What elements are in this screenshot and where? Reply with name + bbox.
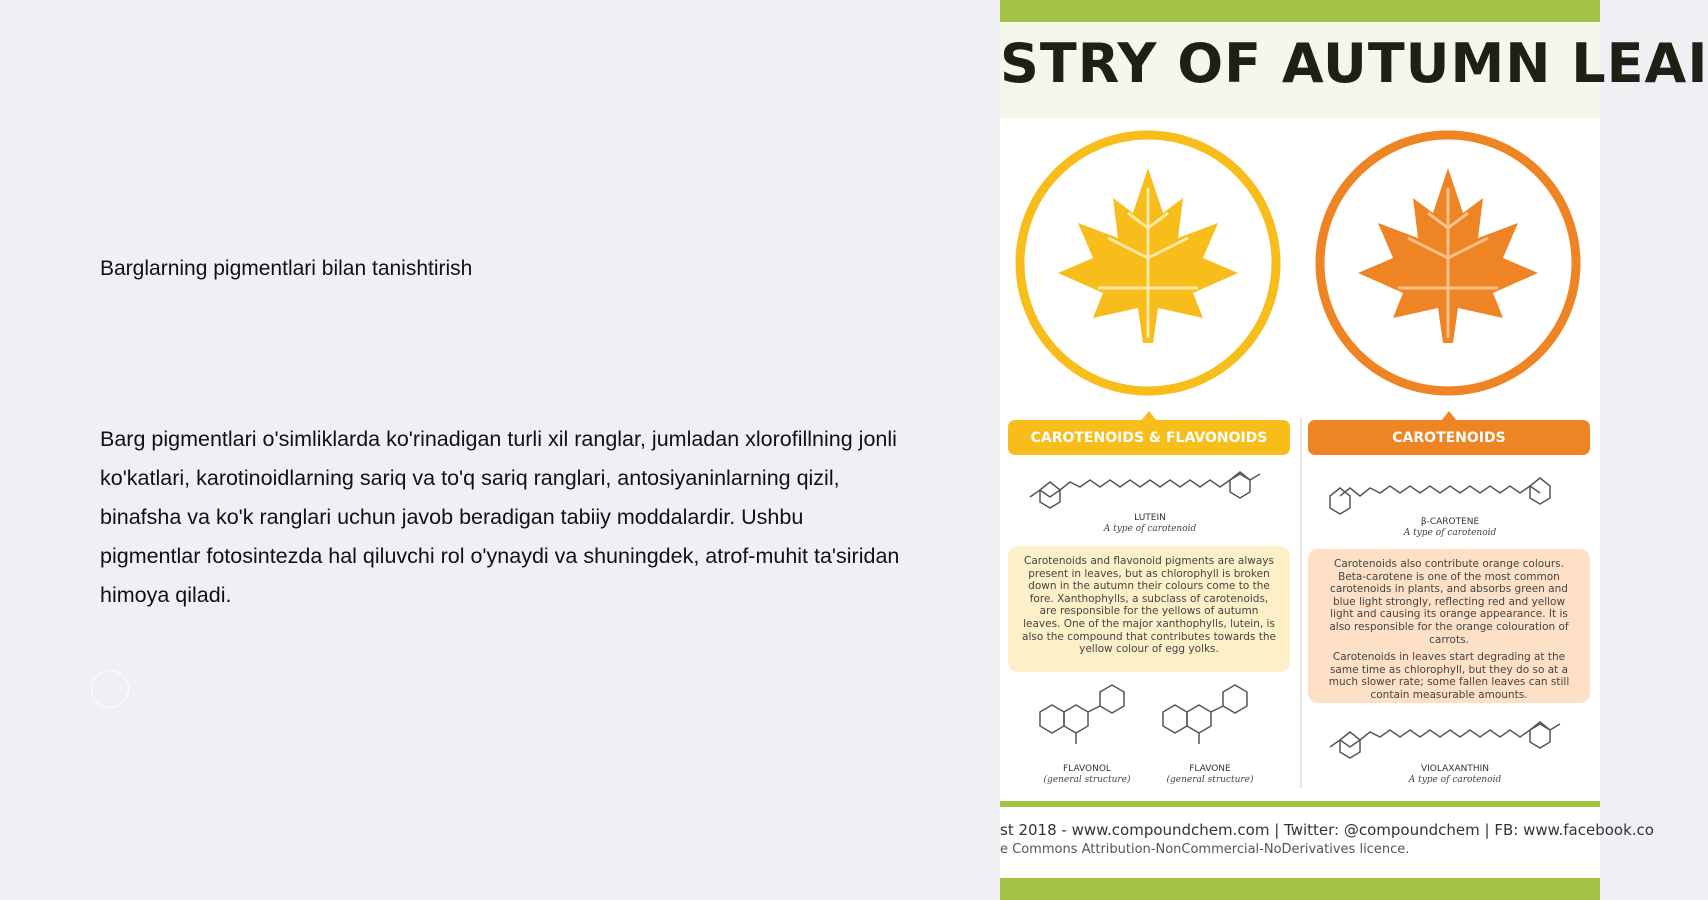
carotenoids-flavonoids-text: Carotenoids and flavonoid pigments are always present in leaves, but as chlorophyll is broken down in the autumn their colours come to the fore. Xanthophylls, a subclass of carotenoids, are responsible for the yellows of autumn leaves. One of the major xanthophylls, lutein, is also the compound that contributes towards the yellow colour of egg yolks. [1008, 546, 1290, 672]
beta-carotene-note: A type of carotenoid [1403, 528, 1497, 538]
violaxanthin-note: A type of carotenoid [1408, 775, 1502, 785]
slide-subtitle: Barglarning pigmentlari bilan tanishtirish [100, 257, 473, 280]
beta-carotene-label: β-CAROTENE [1420, 517, 1480, 527]
label-text: CAROTENOIDS & FLAVONOIDS [1030, 429, 1268, 446]
flavonol-structure-icon [1035, 682, 1140, 762]
infographic-image [1000, 0, 1708, 900]
infographic-title: STRY OF AUTUMN LEAI [1000, 32, 1708, 95]
footer-credit-line: st 2018 - www.compoundchem.com | Twitter: @compoundchem | FB: www.facebook.co [1000, 821, 1654, 839]
carotenoids-text-box [1308, 549, 1590, 703]
flavonol-note: (general structure) [1043, 775, 1131, 785]
violaxanthin-structure-icon [1325, 712, 1575, 762]
slide-body-text: Barg pigmentlari o'simliklarda ko'rinadigan turli xil ranglar, jumladan xlorofillning jonli ko'katlari, karotinoidlarning sariq va to'q sariq ranglari, antosiyaninlarning qizil, binafsha va ko'k ranglari uchun javob beradigan tabiiy moddalardir. Ushbu pigmentlar fotosintezda hal qiluvchi rol o'ynaydi va shuningdek, atrof-muhit ta'siridan himoya qiladi. [100, 427, 900, 607]
orange-leaf-icon [1313, 128, 1583, 398]
flavone-structure-icon [1158, 682, 1263, 762]
flavone-label: FLAVONE [1189, 764, 1231, 774]
carotenoids-text-1: Carotenoids also contribute orange colours. Beta-carotene is one of the most common carotenoids in plants, and absorbs green and blue light strongly, reflecting red and yellow light and causing its orange appearance. It is also responsible for the orange colouration of carrots. [1329, 558, 1569, 646]
carotenoids-text-2: Carotenoids in leaves start degrading at the same time as chlorophyll, but they do so at a much slower rate; some fallen leaves can still contain measurable amounts. [1328, 651, 1570, 701]
label-carotenoids [1308, 420, 1590, 455]
lutein-note: A type of carotenoid [1103, 524, 1197, 534]
bottom-green-bar [1000, 878, 1600, 900]
lutein-label: LUTEIN [1134, 513, 1166, 523]
footer-green-line [1000, 801, 1600, 807]
lutein-structure-icon [1025, 462, 1275, 512]
flavone-note: (general structure) [1166, 775, 1254, 785]
circle-button[interactable] [91, 670, 129, 708]
yellow-leaf-icon [1013, 128, 1283, 398]
label-carotenoids-flavonoids [1008, 420, 1290, 455]
label-text: CAROTENOIDS [1392, 429, 1506, 446]
footer-licence-line: e Commons Attribution-NonCommercial-NoDerivatives licence. [1000, 842, 1410, 857]
beta-carotene-structure-icon [1325, 468, 1575, 518]
flavonol-label: FLAVONOL [1063, 764, 1111, 774]
column-divider [1300, 418, 1302, 788]
top-green-bar [1000, 0, 1600, 22]
violaxanthin-label: VIOLAXANTHIN [1421, 764, 1489, 774]
